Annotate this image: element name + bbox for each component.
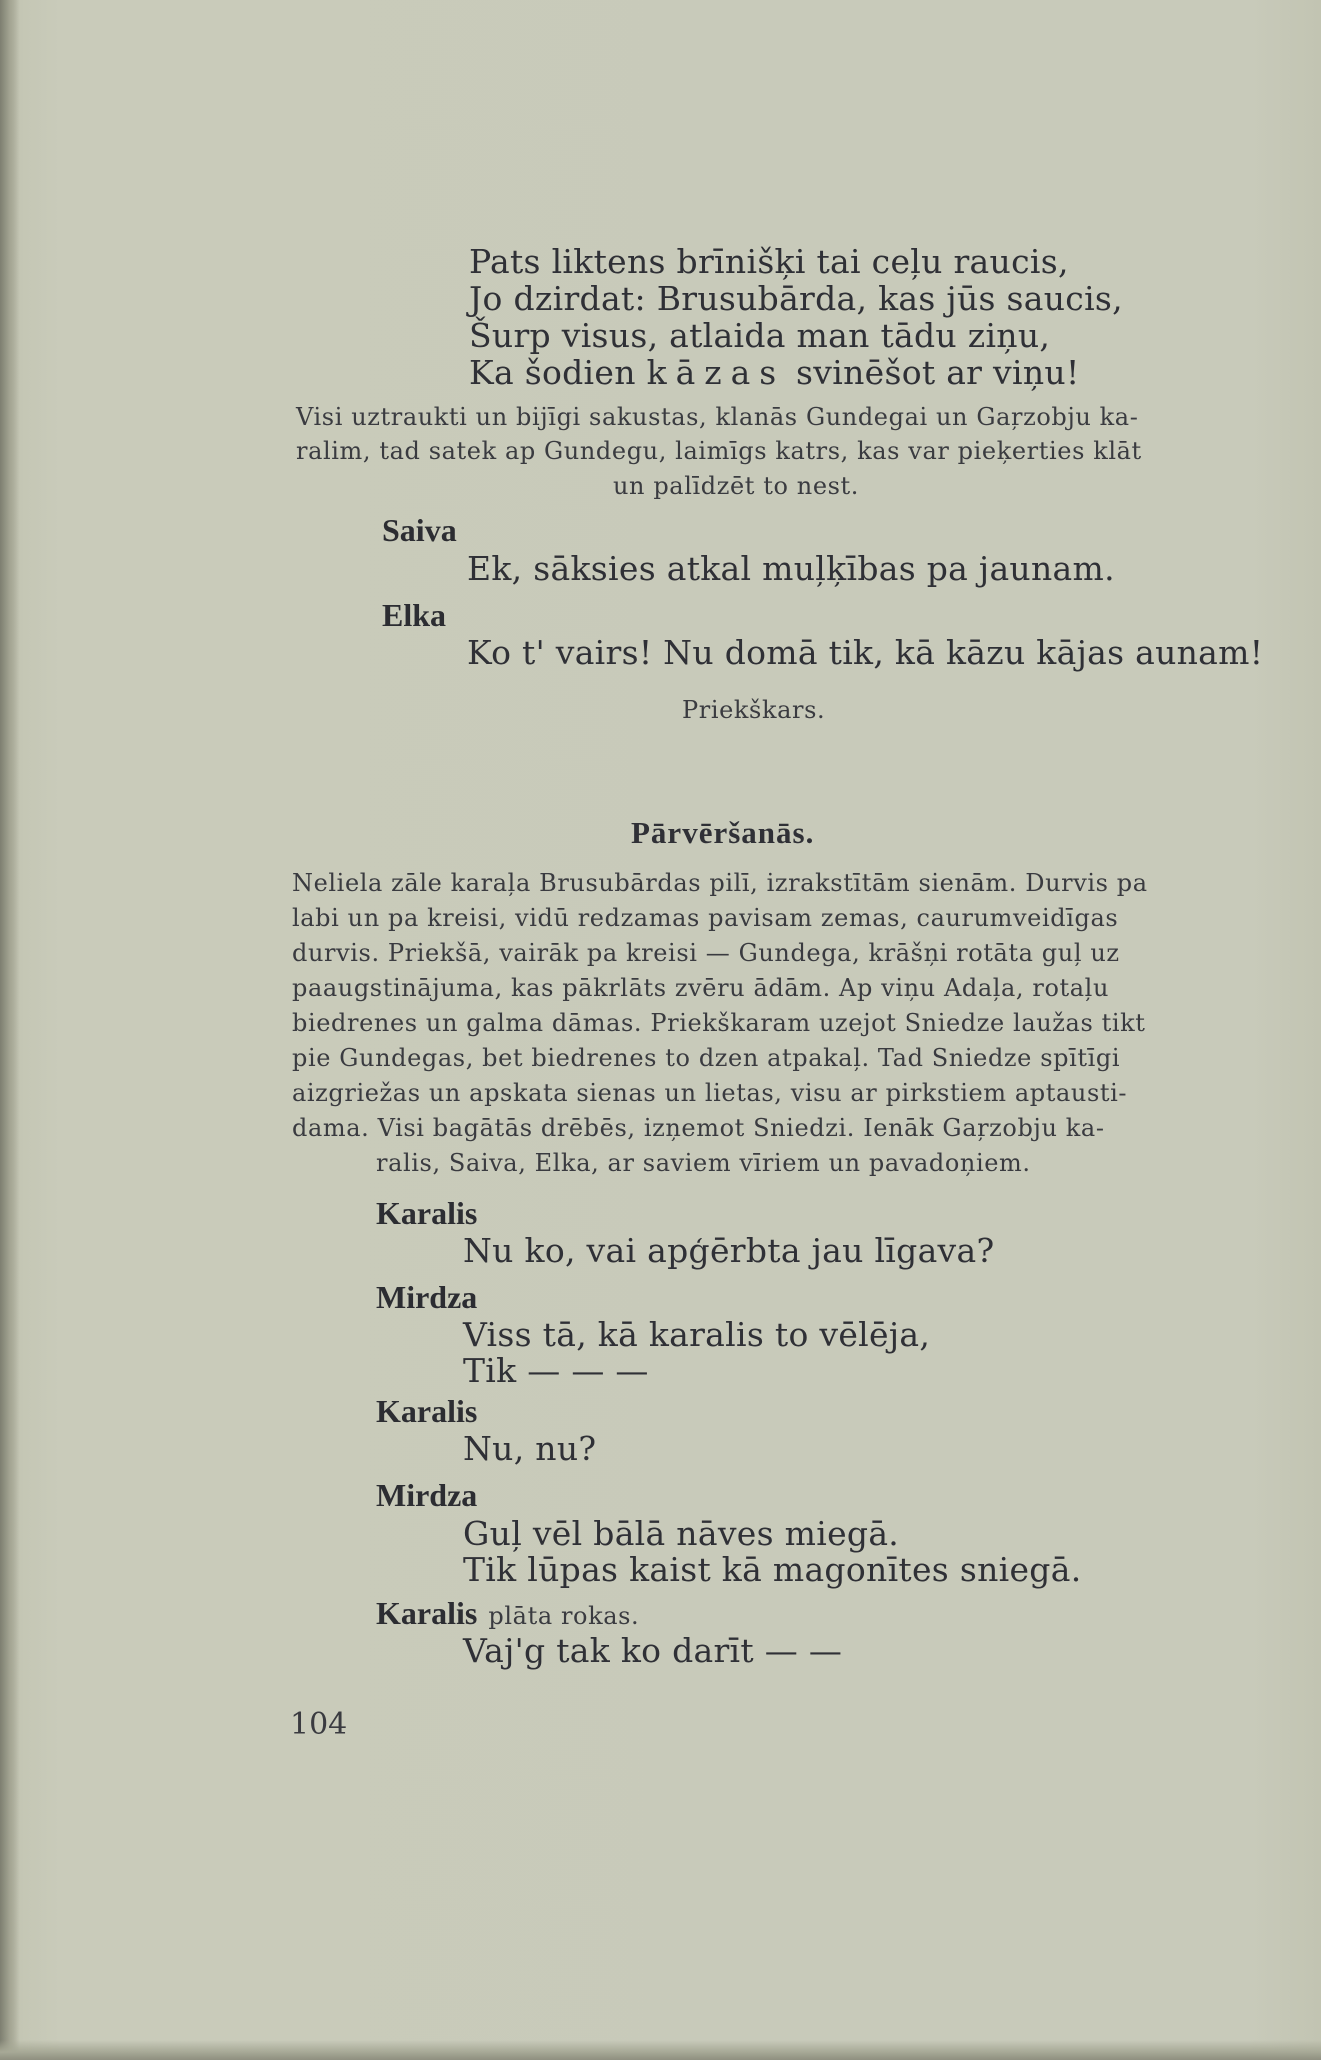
- verse-line: [469, 353, 1080, 392]
- page-number: 104: [290, 1707, 348, 1742]
- scene-title: Pārvēršanās.: [631, 815, 815, 850]
- dialogue-line: Ek, sāksies atkal muļķības pa jaunam.: [467, 549, 1115, 588]
- stage-direction-line: paaugstinājuma, kas pākrlāts zvēru ādām. Ap viņu Adaļa, rotaļu: [292, 974, 1110, 1002]
- inline-stage-direction: plāta rokas.: [488, 1602, 640, 1630]
- speaker-name: Karalis: [376, 1393, 478, 1429]
- emphasized-word: kāzas: [646, 353, 786, 392]
- dialogue-line: Nu ko, vai apģērbta jau līgava?: [463, 1231, 995, 1270]
- stage-direction-line: Neliela zāle karaļa Brusubārdas pilī, izrakstītām sienām. Durvis pa: [292, 869, 1148, 897]
- stage-direction-line: un palīdzēt to nest.: [613, 472, 860, 500]
- dialogue-line: Ko t' vairs! Nu domā tik, kā kāzu kājas aunam!: [467, 633, 1264, 672]
- speaker-name: Karalis: [376, 1595, 478, 1631]
- dialogue-line: Guļ vēl bālā nāves miegā.: [463, 1514, 900, 1553]
- dialogue-line: Tik — — —: [463, 1351, 649, 1390]
- verse-line: Jo dzirdat: Brusubārda, kas jūs saucis,: [469, 279, 1123, 318]
- page-binding-edge: [0, 0, 20, 2060]
- stage-direction-line: labi un pa kreisi, vidū redzamas pavisam zemas, caurumveidīgas: [292, 904, 1119, 932]
- stage-direction-line: durvis. Priekšā, vairāk pa kreisi — Gundega, krāšņi rotāta guļ uz: [292, 939, 1120, 967]
- stage-direction-line: pie Gundegas, bet biedrenes to dzen atpakaļ. Tad Sniedze spītīgi: [292, 1044, 1121, 1072]
- verse-text: svinēšot ar viņu!: [785, 353, 1080, 392]
- speaker-name: Mirdza: [376, 1477, 478, 1513]
- dialogue-line: Vaj'g tak ko darīt — —: [463, 1631, 843, 1670]
- speaker-name: Mirdza: [376, 1279, 478, 1315]
- stage-direction-line: dama. Visi bagātās drēbēs, izņemot Sniedzi. Ienāk Gaŗzobju ka-: [292, 1114, 1105, 1142]
- dialogue-line: Nu, nu?: [463, 1429, 597, 1468]
- page-bottom-edge: [0, 2040, 1321, 2060]
- verse-line: Pats liktens brīnišķi tai ceļu raucis,: [469, 242, 1069, 281]
- stage-direction-line: ralim, tad satek ap Gundegu, laimīgs katrs, kas var pieķerties klāt: [296, 437, 1142, 465]
- verse-text: Ka šodien: [469, 353, 647, 392]
- speaker-name: Saiva: [382, 512, 457, 548]
- stage-direction-line: aizgriežas un apskata sienas un lietas, visu ar pirkstiem aptausti-: [292, 1079, 1128, 1107]
- stage-direction-line: biedrenes un galma dāmas. Priekškaram uzejot Sniedze laužas tikt: [292, 1009, 1146, 1037]
- curtain-direction: Priekškars.: [682, 696, 826, 724]
- stage-direction-line: Visi uztraukti un bijīgi sakustas, klanās Gundegai un Gaŗzobju ka-: [296, 403, 1139, 431]
- speaker-with-direction: [376, 1595, 639, 1632]
- verse-line: Šurp visus, atlaida man tādu ziņu,: [469, 316, 1051, 355]
- speaker-name: Elka: [382, 597, 447, 633]
- speaker-name: Karalis: [376, 1195, 478, 1231]
- dialogue-line: Tik lūpas kaist kā magonītes sniegā.: [463, 1550, 1082, 1589]
- stage-direction-line: ralis, Saiva, Elka, ar saviem vīriem un pavadoņiem.: [376, 1149, 1031, 1177]
- dialogue-line: Viss tā, kā karalis to vēlēja,: [463, 1315, 931, 1354]
